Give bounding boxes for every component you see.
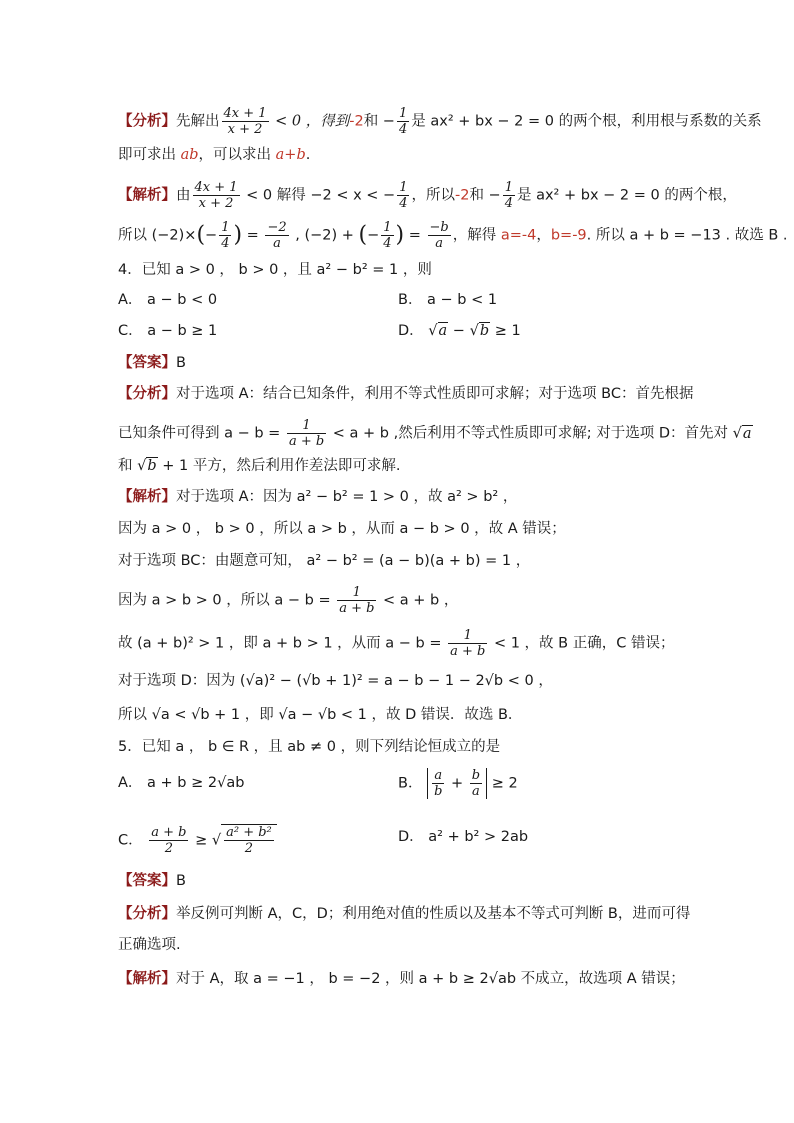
q5-option-a: A． a + b ≥ 2√ab — [118, 775, 245, 791]
q4-solution-line-4: 因为 a > b > 0 ，所以 a − b = $\frac{1}{a + b}$ < a + b ， — [118, 585, 459, 616]
fraction: $\frac{1}{4}$ — [399, 180, 408, 211]
q5-option-d: D． a² + b² > 2ab — [398, 829, 529, 845]
q5-analysis-line-2: 正确选项. — [118, 937, 181, 953]
solution-tag: 【解析】 — [118, 971, 176, 987]
q4-solution-line-7: 所以 √a < √b + 1 ，即 √a − √b < 1 ，故 D 错误．故选 B． — [118, 707, 523, 723]
q4-option-b: B． a − b < 1 — [398, 292, 498, 308]
q4-analysis-line-1: 【分析】对于选项 A：结合已知条件，利用不等式性质即可求解；对于选项 BC：首先根据 — [118, 386, 694, 402]
q3-analysis-line-1: 【分析】先解出 $\frac{4x + 1}{x + 2}$ < 0 ，得到-2和 − $\frac{1}{4}$ 是 ax² + bx − 2 = 0 的两个根，利用根与系数的关系 — [118, 106, 762, 137]
q5-solution-line-1: 【解析】对于 A，取 a = −1 ， b = −2 ，则 a + b ≥ 2√ab 不成立，故选项 A 错误； — [118, 971, 685, 987]
q4-solution-line-2: 因为 a > 0 ， b > 0 ，所以 a > b ，从而 a − b > 0 ，故 A 错误； — [118, 521, 566, 537]
q4-solution-line-3: 对于选项 BC：由题意可知， a² − b² = (a − b)(a + b) = 1 ， — [118, 553, 531, 569]
solution-tag: 【解析】 — [118, 187, 176, 204]
q4-option-c: C． a − b ≥ 1 — [118, 323, 218, 339]
fraction: $\frac{4x + 1}{x + 2}$ — [194, 180, 238, 211]
fraction: $\frac{1}{4}$ — [383, 220, 392, 251]
q4-analysis-line-3: 和 √b + 1 平方，然后利用作差法即可求解. — [118, 458, 401, 474]
q3-solution-line-1: 【解析】由 $\frac{4x + 1}{x + 2}$ < 0 解得 −2 < x < − $\frac{1}{4}$ ，所以-2和 − $\frac{1}{4}$ 是 ax² + bx − 2 = 0 的两个根， — [118, 180, 737, 211]
analysis-tag: 【分析】 — [118, 113, 176, 130]
q5-analysis-line-1: 【分析】举反例可判断 A，C，D；利用绝对值的性质以及基本不等式可判断 B，进而可得 — [118, 906, 691, 922]
q5-option-b: B． $\frac{a}{b}$ + $\frac{b}{a}$ ≥ 2 — [398, 768, 518, 799]
fraction: $\frac{4x + 1}{x + 2}$ — [223, 106, 267, 137]
q4-solution-line-5: 故 (a + b)² > 1 ，即 a + b > 1 ，从而 a − b = $\frac{1}{a + b}$ < 1 ，故 B 正确，C 错误； — [118, 628, 675, 659]
analysis-tag: 【分析】 — [118, 386, 176, 402]
q4-solution-line-1: 【解析】对于选项 A：因为 a² − b² = 1 > 0 ，故 a² > b² ， — [118, 489, 518, 505]
q3-solution-line-2: 所以 (−2)×(− $\frac{1}{4}$ ) = $\frac{-2}{a}$ , (−2) + (− $\frac{1}{4}$ ) = $\frac{-b}{a}$ ，解得 a=-4，b=-9. 所以 a + b = −13 . 故选 B . — [118, 220, 788, 251]
q5-answer: 【答案】B — [118, 873, 186, 889]
q5-option-c: C． $\frac{a + b}{2}$ ≥ √ $\frac{\text{a² + b²}}{2}$ — [118, 824, 277, 856]
fraction: $\frac{-2}{a}$ — [267, 220, 287, 251]
answer-tag: 【答案】 — [118, 355, 176, 371]
q4-stem: 4．已知 a > 0 ， b > 0 ，且 a² − b² = 1 ，则 — [118, 262, 432, 278]
q4-analysis-line-2: 已知条件可得到 a − b = $\frac{1}{a + b}$ < a + b ,然后利用不等式性质即可求解; 对于选项 D：首先对 √a — [118, 418, 752, 449]
q3-analysis-line-2: 即可求出 ab，可以求出 a+b. — [118, 147, 311, 163]
fraction: $\frac{1}{a + b}$ — [288, 418, 325, 449]
solution-tag: 【解析】 — [118, 489, 176, 505]
q4-solution-line-6: 对于选项 D：因为 (√a)² − (√b + 1)² = a − b − 1 − 2√b < 0 ， — [118, 673, 553, 689]
answer-tag: 【答案】 — [118, 873, 176, 889]
absolute-value: $\frac{a}{b}$ + $\frac{b}{a}$ — [427, 768, 487, 799]
q4-option-d: D． √a − √b ≥ 1 — [398, 323, 521, 339]
fraction: $\frac{-b}{a}$ — [429, 220, 449, 251]
q4-answer: 【答案】B — [118, 355, 186, 371]
q5-stem: 5．已知 a ， b ∈ R ，且 ab ≠ 0 ，则下列结论恒成立的是 — [118, 739, 501, 755]
fraction: $\frac{1}{a + b}$ — [339, 585, 375, 616]
analysis-tag: 【分析】 — [118, 906, 176, 922]
q4-option-a: A． a − b < 0 — [118, 292, 218, 308]
fraction: $\frac{1}{a + b}$ — [450, 628, 486, 659]
fraction: $\frac{1}{4}$ — [504, 180, 513, 211]
fraction: $\frac{1}{4}$ — [221, 220, 230, 251]
fraction: $\frac{1}{4}$ — [398, 106, 408, 137]
